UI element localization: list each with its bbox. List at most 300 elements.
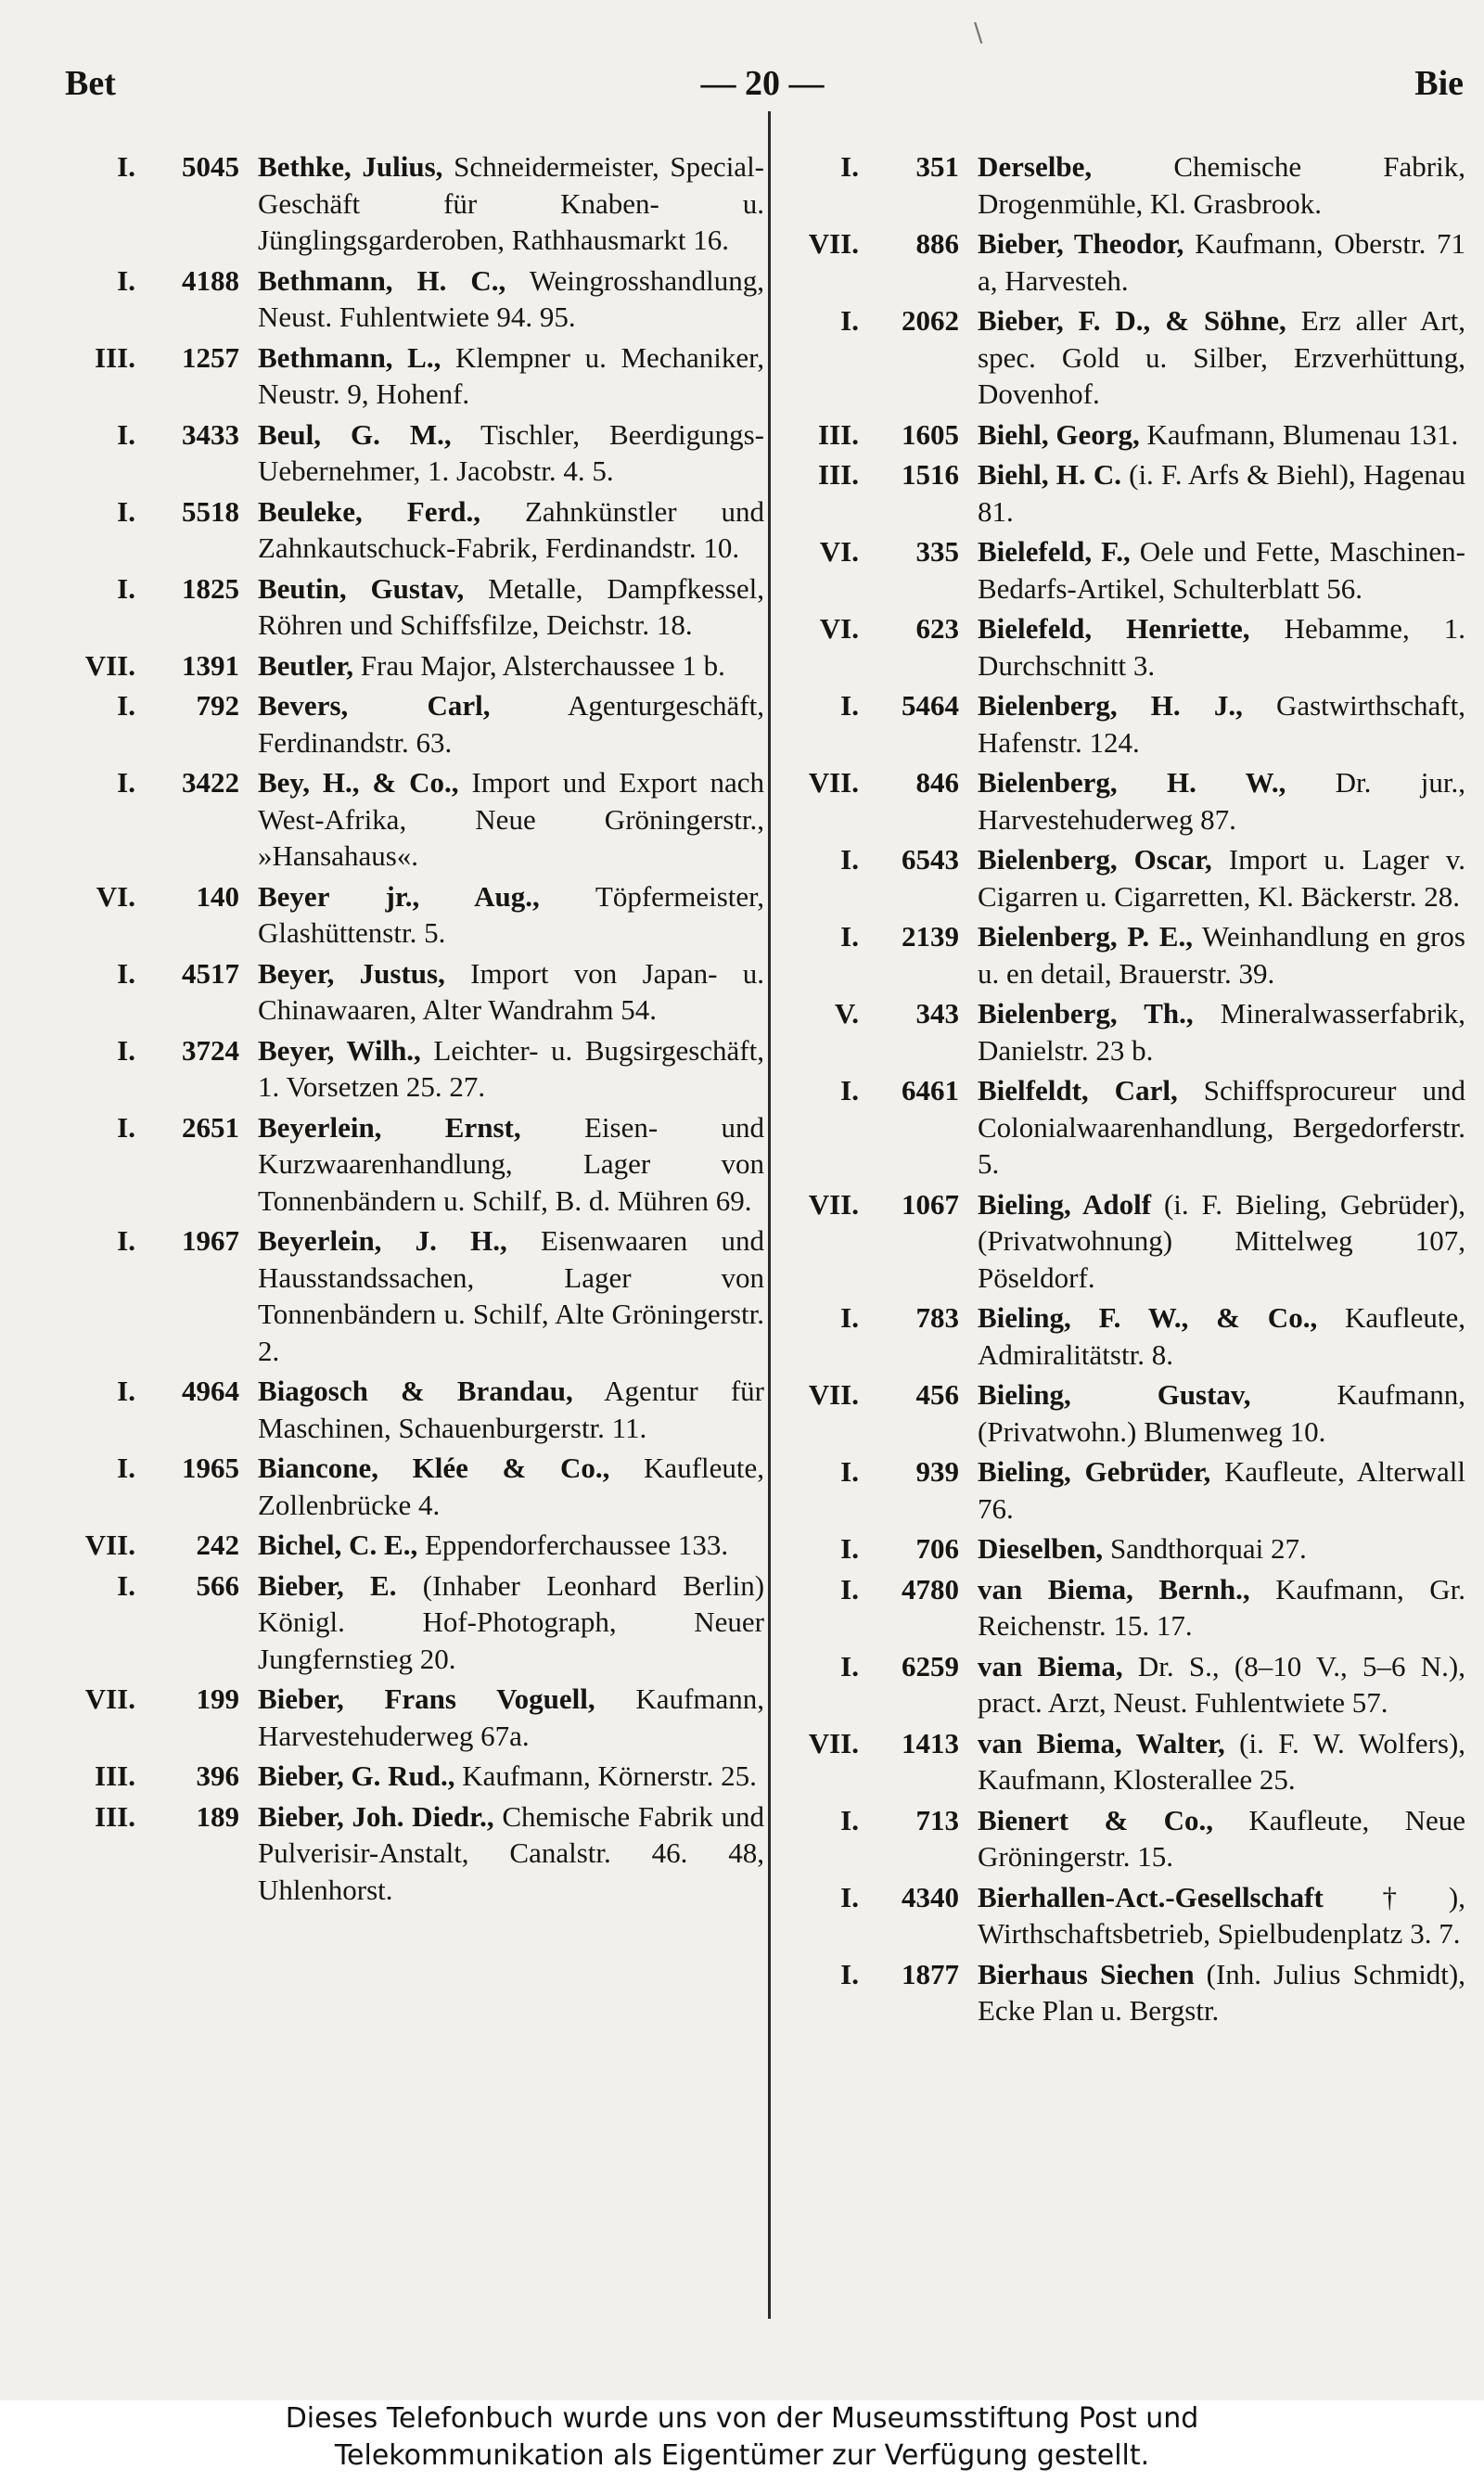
- entry-text: [258, 1450, 764, 1523]
- subscriber-details: Leichter- u. Bugsirgeschäft, 1. Vorsetzen 25. 27.: [258, 1033, 764, 1103]
- subscriber-name: Bielenberg, H. J.,: [978, 689, 1243, 722]
- subscriber-details: Klempner u. Mechaniker, Neustr. 9, Hohenf.: [258, 340, 764, 410]
- telephone-number: 1067: [902, 1187, 959, 1221]
- right-column: [779, 148, 1465, 2033]
- directory-entry: [56, 647, 764, 684]
- entry-text: [978, 610, 1465, 684]
- subscriber-name: Biehl, Georg,: [978, 417, 1140, 451]
- phone-number: [56, 1758, 258, 1795]
- header-right-keyword: Bie: [1414, 64, 1464, 103]
- exchange-district: I.: [117, 689, 135, 722]
- column-divider: [768, 111, 771, 2319]
- telephone-number: 3422: [182, 766, 239, 799]
- entry-text: [258, 878, 764, 952]
- exchange-district: I.: [840, 1803, 859, 1836]
- entry-text: [978, 148, 1465, 222]
- phone-number: [779, 416, 978, 454]
- subscriber-details: Agenturgeschäft, Ferdinandstr. 63.: [258, 689, 765, 759]
- phone-number: [779, 995, 978, 1032]
- phone-number: [56, 1373, 258, 1410]
- phone-number: [56, 148, 258, 186]
- subscriber-name: Bieling, Gebrüder,: [978, 1455, 1211, 1488]
- directory-entry: [779, 1530, 1465, 1567]
- phone-number: [56, 1032, 258, 1069]
- telephone-number: 939: [915, 1455, 959, 1488]
- subscriber-name: Bieber, Theodor,: [978, 227, 1184, 260]
- telephone-number: 4517: [182, 956, 239, 990]
- directory-entry: [56, 416, 764, 490]
- telephone-number: 623: [915, 612, 959, 645]
- subscriber-name: Bieber, G. Rud.,: [258, 1759, 455, 1792]
- exchange-district: I.: [840, 689, 859, 722]
- subscriber-name: Bielefeld, F.,: [978, 535, 1131, 568]
- subscriber-details: Tischler, Beerdigungs-Uebernehmer, 1. Jacobstr. 4. 5.: [258, 417, 764, 487]
- entry-text: [258, 1681, 764, 1754]
- phone-number: [779, 1571, 978, 1608]
- exchange-district: I.: [117, 766, 135, 799]
- phone-number: [779, 225, 978, 262]
- phone-number: [779, 841, 978, 878]
- entry-text: [258, 647, 764, 684]
- phone-number: [56, 262, 258, 300]
- subscriber-details: Eisen- und Kurzwaarenhandlung, Lager von Tonnenbändern u. Schilf, B. d. Mühren 69.: [258, 1110, 764, 1217]
- phone-number: [779, 1299, 978, 1337]
- subscriber-details: Hebamme, 1. Durchschnitt 3.: [978, 612, 1465, 682]
- telephone-number: 1413: [902, 1726, 959, 1759]
- exchange-district: I.: [117, 1224, 135, 1257]
- subscriber-name: Beuleke, Ferd.,: [258, 494, 480, 528]
- exchange-district: I.: [117, 494, 135, 528]
- phone-number: [779, 1530, 978, 1567]
- exchange-district: VII.: [84, 648, 135, 682]
- telephone-number: 1516: [902, 458, 959, 491]
- entry-text: [258, 955, 764, 1029]
- exchange-district: VI.: [96, 879, 135, 913]
- directory-entry: [779, 995, 1465, 1068]
- exchange-district: VII.: [84, 1529, 135, 1561]
- phone-number: [779, 1376, 978, 1414]
- telephone-number: 706: [915, 1532, 959, 1565]
- entry-text: [978, 687, 1465, 761]
- phone-number: [56, 955, 258, 992]
- telephone-number: 456: [915, 1378, 959, 1411]
- subscriber-name: Beyer jr., Aug.,: [258, 879, 540, 913]
- exchange-district: VII.: [84, 1682, 135, 1715]
- exchange-district: III.: [95, 1759, 135, 1792]
- entry-text: [258, 262, 764, 336]
- phone-number: [779, 1648, 978, 1685]
- footer-notice: [0, 2400, 1484, 2482]
- telephone-number: 5464: [902, 689, 959, 722]
- directory-entry: [779, 1072, 1465, 1183]
- subscriber-name: Bielfeldt, Carl,: [978, 1074, 1178, 1107]
- exchange-district: I.: [840, 1074, 859, 1107]
- subscriber-details: †), Wirthschaftsbetrieb, Spielbudenplatz 3. 7.: [978, 1880, 1466, 1950]
- phone-number: [779, 1186, 978, 1223]
- directory-entry: [56, 1222, 764, 1369]
- subscriber-details: Kaufmann, Gr. Reichenstr. 15. 17.: [978, 1572, 1466, 1642]
- subscriber-details: Oele und Fette, Maschinen-Bedarfs-Artikel, Schulterblatt 56.: [978, 535, 1466, 605]
- phone-number: [56, 687, 258, 724]
- telephone-number: 1257: [182, 340, 239, 374]
- entry-text: [978, 533, 1465, 607]
- subscriber-details: Töpfermeister, Glashüttenstr. 5.: [258, 879, 764, 949]
- subscriber-details: Kaufleute, Zollenbrücke 4.: [258, 1452, 765, 1521]
- phone-number: [56, 1222, 258, 1260]
- telephone-number: 566: [196, 1568, 239, 1602]
- telephone-number: 1825: [182, 571, 239, 605]
- exchange-district: I.: [840, 1572, 859, 1606]
- subscriber-name: Bieber, F. D., & Söhne,: [978, 304, 1286, 337]
- subscriber-details: Eppendorferchaussee 133.: [424, 1529, 729, 1561]
- entry-text: [978, 1802, 1465, 1875]
- entry-text: [258, 1527, 764, 1564]
- phone-number: [56, 1450, 258, 1487]
- telephone-number: 3724: [182, 1033, 239, 1067]
- subscriber-details: Chemische Fabrik, Drogenmühle, Kl. Grasbrook.: [978, 150, 1465, 220]
- phone-number: [56, 493, 258, 531]
- phone-number: [56, 764, 258, 801]
- directory-entry: [56, 1109, 764, 1220]
- phone-number: [779, 1879, 978, 1916]
- phone-number: [779, 302, 978, 339]
- telephone-number: 140: [196, 879, 239, 913]
- directory-entry: [779, 1725, 1465, 1798]
- telephone-number: 1605: [902, 417, 959, 451]
- subscriber-name: Bevers, Carl,: [258, 689, 491, 722]
- subscriber-name: Biagosch & Brandau,: [258, 1375, 573, 1407]
- directory-entry: [779, 1186, 1465, 1297]
- phone-number: [56, 1527, 258, 1564]
- subscriber-details: Import und Export nach West-Afrika, Neue Gröningerstr., »Hansahaus«.: [258, 766, 764, 872]
- phone-number: [56, 339, 258, 377]
- phone-number: [56, 1681, 258, 1718]
- entry-text: [978, 456, 1465, 530]
- subscriber-name: Beyerlein, Ernst,: [258, 1110, 521, 1144]
- subscriber-name: Bierhaus Siechen: [978, 1957, 1195, 1990]
- phone-number: [779, 1725, 978, 1762]
- phone-number: [779, 148, 978, 186]
- subscriber-details: Mineralwasserfabrik, Danielstr. 23 b.: [978, 997, 1466, 1067]
- subscriber-details: Dr. S., (8–10 V., 5–6 N.), pract. Arzt, Neust. Fuhlentwiete 57.: [978, 1649, 1466, 1719]
- subscriber-name: Bethke, Julius,: [258, 150, 443, 183]
- directory-entry: [779, 1648, 1465, 1721]
- subscriber-details: Schiffsprocureur und Colonialwaarenhandlung, Bergedorferstr. 5.: [978, 1074, 1465, 1180]
- subscriber-name: Beutler,: [258, 648, 354, 682]
- telephone-number: 846: [915, 766, 959, 799]
- left-column: [56, 148, 764, 1912]
- subscriber-details: Agentur für Maschinen, Schauenburgerstr. 11.: [258, 1375, 764, 1444]
- subscriber-name: Bielefeld, Henriette,: [978, 612, 1250, 645]
- exchange-district: III.: [818, 417, 859, 451]
- exchange-district: I.: [840, 150, 859, 183]
- entry-text: [258, 493, 764, 567]
- exchange-district: I.: [840, 1532, 859, 1565]
- subscriber-name: Bieber, Joh. Diedr.,: [258, 1799, 494, 1833]
- phone-number: [56, 1567, 258, 1605]
- subscriber-details: Import von Japan- u. Chinawaaren, Alter Wandrahm 54.: [258, 956, 765, 1026]
- entry-text: [258, 570, 764, 644]
- telephone-number: 343: [915, 997, 959, 1030]
- subscriber-details: Kaufmann, Oberstr. 71 a, Harvesteh.: [978, 227, 1466, 297]
- subscriber-details: (i. F. Bieling, Gebrüder), (Privatwohnung) Mittelweg 107, Pöseldorf.: [978, 1187, 1465, 1294]
- subscriber-name: Beul, G. M.,: [258, 417, 452, 451]
- entry-text: [978, 1956, 1465, 2029]
- exchange-district: I.: [117, 417, 135, 451]
- entry-text: [258, 148, 764, 259]
- subscriber-name: Bieling, F. W., & Co.,: [978, 1301, 1318, 1334]
- exchange-district: I.: [117, 1375, 135, 1407]
- subscriber-details: Import u. Lager v. Cigarren u. Cigarretten, Kl. Bäckerstr. 28.: [978, 843, 1465, 913]
- phone-number: [779, 1956, 978, 1993]
- directory-entry: [56, 1527, 764, 1564]
- entry-text: [258, 1032, 764, 1106]
- subscriber-name: Derselbe,: [978, 150, 1093, 183]
- entry-text: [978, 416, 1465, 454]
- directory-entry: [56, 687, 764, 761]
- exchange-district: III.: [818, 458, 859, 491]
- exchange-district: I.: [117, 956, 135, 990]
- subscriber-details: Dr. jur., Harvestehuderweg 87.: [978, 766, 1465, 836]
- directory-entry: [779, 1802, 1465, 1875]
- telephone-number: 713: [915, 1803, 959, 1836]
- directory-entry: [779, 456, 1465, 530]
- directory-entry: [56, 764, 764, 875]
- subscriber-details: Kaufmann, Blumenau 131.: [1146, 417, 1459, 451]
- subscriber-details: (Inhaber Leonhard Berlin) Königl. Hof-Photograph, Neuer Jungfernstieg 20.: [258, 1568, 765, 1675]
- subscriber-name: Biancone, Klée & Co.,: [258, 1452, 610, 1484]
- entry-text: [258, 1109, 764, 1220]
- directory-entry: [56, 1032, 764, 1106]
- subscriber-details: Zahnkünstler und Zahnkautschuck-Fabrik, Ferdinandstr. 10.: [258, 494, 764, 564]
- directory-entry: [779, 416, 1465, 454]
- telephone-number: 4964: [182, 1375, 239, 1407]
- telephone-number: 4340: [902, 1880, 959, 1913]
- directory-entry: [779, 1571, 1465, 1644]
- subscriber-name: Beyer, Wilh.,: [258, 1033, 421, 1067]
- telephone-number: 6259: [902, 1649, 959, 1682]
- entry-text: [978, 841, 1465, 915]
- entry-text: [978, 1186, 1465, 1297]
- exchange-district: I.: [117, 150, 135, 183]
- subscriber-name: Beutin, Gustav,: [258, 571, 465, 605]
- telephone-number: 792: [196, 689, 239, 722]
- subscriber-name: Bieber, Frans Voguell,: [258, 1682, 595, 1715]
- entry-text: [978, 1376, 1465, 1450]
- entry-text: [978, 1648, 1465, 1721]
- subscriber-details: Weingrosshandlung, Neust. Fuhlentwiete 94. 95.: [258, 263, 764, 333]
- subscriber-details: Gastwirthschaft, Hafenstr. 124.: [978, 689, 1465, 759]
- telephone-number: 1965: [182, 1452, 239, 1484]
- phone-number: [56, 647, 258, 684]
- directory-entry: [779, 841, 1465, 915]
- entry-text: [258, 1567, 764, 1678]
- exchange-district: VI.: [819, 612, 859, 645]
- entry-text: [978, 1299, 1465, 1373]
- directory-entry: [779, 148, 1465, 222]
- directory-entry: [56, 1373, 764, 1446]
- exchange-district: I.: [840, 1957, 859, 1990]
- telephone-number: 396: [196, 1759, 239, 1792]
- subscriber-name: Bielenberg, Th.,: [978, 997, 1194, 1030]
- telephone-number: 2139: [902, 920, 959, 953]
- entry-text: [978, 1725, 1465, 1798]
- entry-text: [978, 225, 1465, 299]
- subscriber-name: Bieber, E.: [258, 1568, 397, 1602]
- subscriber-name: Bienert & Co.,: [978, 1803, 1213, 1836]
- subscriber-name: Dieselben,: [978, 1532, 1104, 1565]
- telephone-number: 886: [915, 227, 959, 260]
- directory-entry: [56, 570, 764, 644]
- telephone-number: 6543: [902, 843, 959, 876]
- entry-text: [258, 1798, 764, 1909]
- exchange-district: VI.: [819, 535, 859, 568]
- exchange-district: III.: [95, 340, 135, 374]
- phone-number: [56, 1798, 258, 1836]
- subscriber-name: van Biema, Walter,: [978, 1726, 1225, 1759]
- subscriber-details: Kaufleute, Alterwall 76.: [978, 1455, 1465, 1525]
- entry-text: [258, 764, 764, 875]
- entry-text: [978, 995, 1465, 1068]
- directory-entry: [56, 1450, 764, 1523]
- subscriber-name: Bethmann, H. C.,: [258, 263, 506, 297]
- phone-number: [779, 764, 978, 801]
- entry-text: [258, 1373, 764, 1446]
- directory-entry: [779, 1376, 1465, 1450]
- telephone-number: 242: [196, 1529, 239, 1561]
- exchange-district: I.: [117, 1033, 135, 1067]
- exchange-district: I.: [840, 1880, 859, 1913]
- exchange-district: I.: [117, 1452, 135, 1484]
- directory-entry: [779, 1453, 1465, 1527]
- entry-text: [258, 1758, 764, 1795]
- subscriber-details: Weinhandlung en gros u. en detail, Brauerstr. 39.: [978, 920, 1465, 990]
- telephone-number: 4188: [182, 263, 239, 297]
- page-number: — 20 —: [700, 64, 825, 103]
- directory-entry: [56, 148, 764, 259]
- exchange-district: VII.: [808, 766, 859, 799]
- phone-number: [56, 570, 258, 608]
- entry-text: [978, 1530, 1465, 1567]
- directory-entry: [779, 610, 1465, 684]
- phone-number: [779, 687, 978, 724]
- entry-text: [978, 1571, 1465, 1644]
- subscriber-name: Bey, H., & Co.,: [258, 766, 459, 799]
- entry-text: [978, 764, 1465, 838]
- phone-number: [56, 1109, 258, 1146]
- subscriber-name: Bierhallen-Act.-Gesellschaft: [978, 1880, 1324, 1913]
- phone-number: [56, 416, 258, 454]
- exchange-district: V.: [834, 997, 859, 1030]
- exchange-district: III.: [95, 1799, 135, 1833]
- subscriber-name: Bethmann, L.,: [258, 340, 441, 374]
- entry-text: [978, 302, 1465, 413]
- directory-entry: [56, 1567, 764, 1678]
- subscriber-name: Bieling, Gustav,: [978, 1378, 1251, 1411]
- exchange-district: VII.: [808, 1187, 859, 1221]
- telephone-number: 4780: [902, 1572, 959, 1606]
- directory-entry: [779, 533, 1465, 607]
- subscriber-name: Beyerlein, J. H.,: [258, 1224, 507, 1257]
- subscriber-details: Sandthorquai 27.: [1109, 1532, 1307, 1565]
- subscriber-details: Erz aller Art, spec. Gold u. Silber, Erzverhüttung, Dovenhof.: [978, 304, 1466, 410]
- entry-text: [978, 1879, 1465, 1952]
- directory-entry: [56, 1681, 764, 1754]
- exchange-district: VII.: [808, 227, 859, 260]
- exchange-district: I.: [117, 571, 135, 605]
- phone-number: [56, 878, 258, 915]
- directory-entry: [779, 1299, 1465, 1373]
- subscriber-name: Bielenberg, Oscar,: [978, 843, 1212, 876]
- header-left-keyword: Bet: [65, 64, 116, 103]
- subscriber-details: Metalle, Dampfkessel, Röhren und Schiffsfilze, Deichstr. 18.: [258, 571, 764, 641]
- subscriber-details: (i. F. W. Wolfers), Kaufmann, Klosterallee 25.: [978, 1726, 1466, 1796]
- directory-entry: [56, 339, 764, 413]
- subscriber-details: Kaufmann, Körnerstr. 25.: [462, 1759, 757, 1792]
- directory-entry: [56, 493, 764, 567]
- exchange-district: VII.: [808, 1726, 859, 1759]
- subscriber-name: Bieling, Adolf: [978, 1187, 1152, 1221]
- exchange-district: I.: [117, 263, 135, 297]
- directory-entry: [56, 878, 764, 952]
- footer-line-2: Telekommunikation als Eigentümer zur Verfügung gestellt.: [334, 2439, 1150, 2472]
- entry-text: [258, 339, 764, 413]
- telephone-number: 2062: [902, 304, 959, 337]
- phone-number: [779, 610, 978, 647]
- telephone-number: 2651: [182, 1110, 239, 1144]
- subscriber-name: van Biema, Bernh.,: [978, 1572, 1250, 1606]
- entry-text: [978, 1453, 1465, 1527]
- directory-entry: [779, 687, 1465, 761]
- exchange-district: VII.: [808, 1378, 859, 1411]
- exchange-district: I.: [117, 1568, 135, 1602]
- directory-entry: [779, 225, 1465, 299]
- telephone-number: 783: [915, 1301, 959, 1334]
- telephone-number: 1391: [182, 648, 239, 682]
- telephone-number: 189: [196, 1799, 239, 1833]
- margin-mark: \: [974, 17, 983, 47]
- subscriber-details: Chemische Fabrik und Pulverisir-Anstalt, Canalstr. 46. 48, Uhlenhorst.: [258, 1799, 764, 1906]
- subscriber-name: Bielenberg, P. E.,: [978, 920, 1193, 953]
- subscriber-details: Eisenwaaren und Hausstandssachen, Lager von Tonnenbändern u. Schilf, Alte Gröningerstr. 2.: [258, 1224, 765, 1367]
- entry-text: [978, 918, 1465, 992]
- telephone-number: 5045: [182, 150, 239, 183]
- phone-number: [779, 918, 978, 955]
- phone-number: [779, 533, 978, 570]
- phone-number: [779, 1453, 978, 1490]
- phone-number: [779, 1802, 978, 1839]
- exchange-district: I.: [840, 1649, 859, 1682]
- telephone-number: 199: [196, 1682, 239, 1715]
- subscriber-details: Schneidermeister, Special-Geschäft für Knaben- u. Jünglingsgarderoben, Rathhausmarkt 16.: [258, 150, 764, 256]
- telephone-number: 351: [915, 150, 959, 183]
- exchange-district: I.: [840, 1455, 859, 1488]
- directory-entry: [56, 1798, 764, 1909]
- exchange-district: I.: [840, 1301, 859, 1334]
- directory-entry: [779, 1956, 1465, 2029]
- exchange-district: I.: [840, 304, 859, 337]
- footer-line-1: Dieses Telefonbuch wurde uns von der Museumsstiftung Post und: [285, 2402, 1199, 2435]
- telephone-number: 1967: [182, 1224, 239, 1257]
- entry-text: [978, 1072, 1465, 1183]
- entry-text: [258, 1222, 764, 1369]
- directory-entry: [779, 1879, 1465, 1952]
- directory-entry: [56, 955, 764, 1029]
- directory-entry: [779, 764, 1465, 838]
- telephone-number: 335: [915, 535, 959, 568]
- subscriber-details: (i. F. Arfs & Biehl), Hagenau 81.: [978, 458, 1465, 528]
- subscriber-name: van Biema,: [978, 1649, 1123, 1682]
